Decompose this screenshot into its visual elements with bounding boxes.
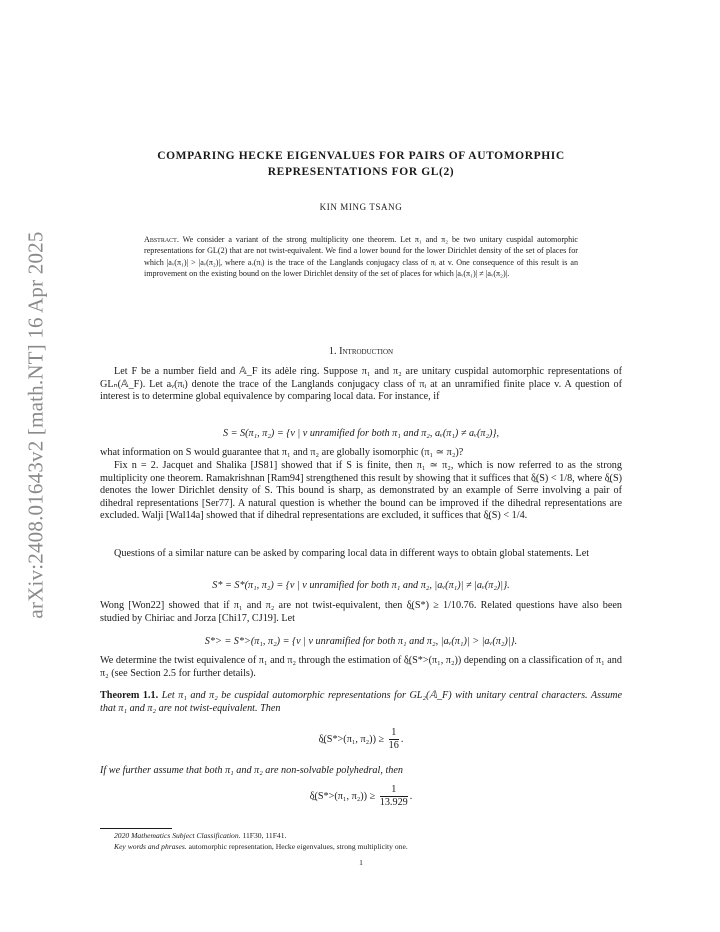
- theorem-statement: [100, 690, 622, 715]
- abstract: [144, 234, 578, 280]
- equation-S-star-greater: S*> = S*>(π₁, π₂) = {v | v unramified for both π₁ and π₂, |aᵥ(π₁)| > |aᵥ(π₂)|}.: [204, 636, 518, 647]
- paragraph-3: Fix n = 2. Jacquet and Shalika [JS81] showed that if S is finite, then π₁ ≃ π₂, which is now referred to as the strong multiplicity one theorem. Ramakrishnan [Ram94] strengthened this result by showing that it suffices that δ̲(S) < 1/8, where δ̲(S) denotes the lower Dirichlet density of S. This bound is sharp, as demonstrated by an example of Serre involving a pair of dihedral representations [Ser77]. A natural question is whether the bound can be improved if the dihedral representations are excluded. Walji [Wal14a] showed that if dihedral representations are excluded, it suffices that δ̲(S) < 1/4.: [100, 460, 622, 522]
- equation-S-star: S* = S*(π₁, π₂) = {v | v unramified for both π₁ and π₂, |aᵥ(π₁)| ≠ |aᵥ(π₂)|}.: [212, 580, 510, 591]
- footnote-keywords: Key words and phrases. automorphic representation, Hecke eigenvalues, strong multiplicity one.: [114, 842, 408, 851]
- paragraph-4: Questions of a similar nature can be asked by comparing local data in different ways to obtain global statements. Let: [114, 548, 590, 559]
- paragraph-1: Let F be a number field and 𝔸_F its adèle ring. Suppose π₁ and π₂ are unitary cuspidal automorphic representations of GLₙ(𝔸_F). Let aᵥ(πᵢ) denote the trace of the Langlands conjugacy class of πᵢ at an unramified finite place v. A question of interest is to determine global equivalence by comparing local data. For instance, if: [100, 366, 622, 403]
- equation-S: S = S(π₁, π₂) = {v | v unramified for both π₁ and π₂, aᵥ(π₁) ≠ aᵥ(π₂)},: [222, 428, 500, 439]
- page-number: 1: [359, 858, 363, 867]
- section-heading: 1. Introduction: [328, 346, 394, 357]
- paragraph-5: Wong [Won22] showed that if π₁ and π₂ are not twist-equivalent, then δ̲(S*) ≥ 1/10.76. Related questions have also been studied by Chiriac and Jorza [Chi17, CJ19]. Let: [100, 600, 622, 624]
- theorem-equation-1: δ̲(S*>(π₁, π₂)) ≥ $\frac{1}{16}$ .: [318, 727, 404, 751]
- abstract-text: We consider a variant of the strong multiplicity one theorem. Let π₁ and π₂ be two unitary cuspidal automorphic representations for GL(2) that are not twist-equivalent. We find a lower bound for the lower Dirichlet density of the set of places for which |aᵥ(π₁)| > |aᵥ(π₂)|, where aᵥ(πᵢ) is the trace of the Langlands conjugacy class of πᵢ at v. One consequence of this result is an improvement on the existing bound on the lower Dirichlet density of the set of places for which |aᵥ(π₁)| ≠ |aᵥ(π₂)|.: [144, 235, 578, 279]
- theorem-continuation: If we further assume that both π₁ and π₂ are non-solvable polyhedral, then: [100, 765, 403, 776]
- arxiv-identifier: arXiv:2408.01643v2 [math.NT] 16 Apr 2025: [23, 231, 48, 619]
- fraction-1-13929: $\frac{1}{13.929}$: [379, 784, 408, 808]
- arxiv-identifier-sidebar: [22, 205, 50, 645]
- theorem-text: Let π₁ and π₂ be cuspidal automorphic representations for GL₂(𝔸_F) with unitary central characters. Assume that π₁ and π₂ are not twist-equivalent. Then: [100, 690, 623, 714]
- fraction-1-16: $\frac{1}{16}$: [388, 727, 399, 751]
- abstract-label: Abstract.: [144, 235, 179, 244]
- footnote-divider: [100, 828, 172, 829]
- paper-title: COMPARING HECKE EIGENVALUES FOR PAIRS OF AUTOMORPHIC REPRESENTATIONS FOR GL(2): [157, 150, 565, 178]
- theorem-equation-2: δ̲(S*>(π₁, π₂)) ≥ $\frac{1}{13.929}$ .: [309, 784, 413, 808]
- paragraph-6: We determine the twist equivalence of π₁ and π₂ through the estimation of δ̲(S*>(π₁, π₂)) depending on a classification of π₁ and π₂ (see Section 2.5 for further details).: [100, 655, 622, 679]
- paragraph-2: what information on S would guarantee that π₁ and π₂ are globally isomorphic (π₁ ≃ π₂)?: [100, 447, 464, 458]
- footnote-msc: 2020 Mathematics Subject Classification. 11F30, 11F41.: [114, 831, 287, 840]
- author-name: KIN MING TSANG: [319, 202, 403, 212]
- theorem-label: Theorem 1.1.: [100, 690, 159, 701]
